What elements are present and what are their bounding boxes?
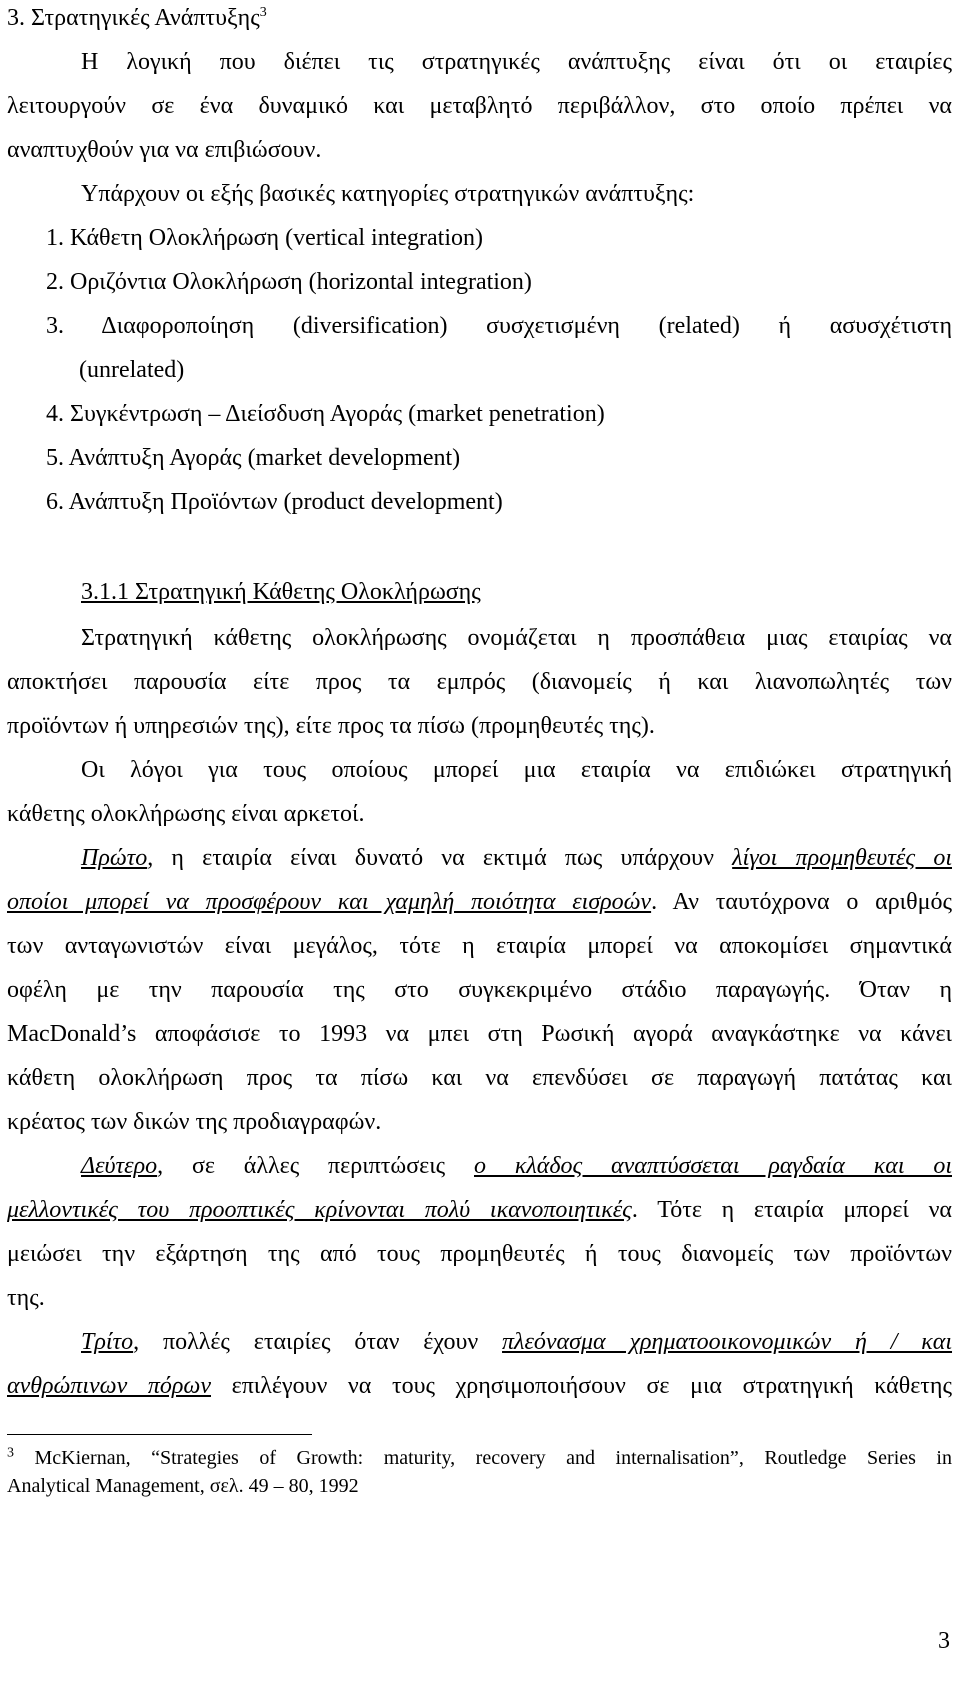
p5-line-2: [7, 1372, 952, 1400]
p3-line-6: κάθετη ολοκλήρωση προς τα πίσω και να επενδύσει σε παραγωγή πατάτας και: [7, 1065, 952, 1091]
p4-text-cont: . Τότε η εταιρία μπορεί να: [631, 1197, 953, 1223]
p4-emphasis-cont: μελλοντικές του προοπτικές κρίνονται πολύ ικανοποιητικές: [7, 1197, 632, 1223]
footnote-line-2: Analytical Management, σελ. 49 – 80, 1992: [7, 1475, 359, 1497]
p3-text: , η εταιρία είναι δυνατό να εκτιμά πως υπάρχουν: [147, 845, 733, 871]
p5-emphasis-first: Τρίτο: [81, 1329, 134, 1355]
p3-emphasis: λίγοι προμηθευτές οι: [732, 845, 952, 871]
section-title: [81, 578, 952, 606]
p4-emphasis: ο κλάδος αναπτύσσεται ραγδαία και οι: [474, 1153, 952, 1179]
p3-line-2: [7, 888, 952, 916]
p5-emphasis-cont: ανθρώπινων πόρων: [7, 1373, 211, 1399]
footnote-separator: [7, 1434, 312, 1435]
list-item-3-continuation: (unrelated): [79, 357, 185, 383]
p4-line-2: [7, 1196, 952, 1224]
p3-line-4: οφέλη με την παρουσία της στο συγκεκριμένο στάδιο παραγωγής. Όταν η: [7, 977, 952, 1003]
p5-text: , πολλές εταιρίες όταν έχουν: [133, 1329, 503, 1355]
intro-line-1: Η λογική που διέπει τις στρατηγικές ανάπτυξης είναι ότι οι εταιρίες: [81, 49, 952, 75]
p4-line-1: [81, 1152, 952, 1180]
p1-line-1: Στρατηγική κάθετης ολοκλήρωσης ονομάζεται η προσπάθεια μιας εταιρίας να: [81, 625, 952, 651]
p2-line-1: Οι λόγοι για τους οποίους μπορεί μια εταιρία να επιδιώκει στρατηγική: [81, 757, 952, 783]
p3-line-3: των ανταγωνιστών είναι μεγάλος, τότε η εταιρία μπορεί να αποκομίσει σημαντικά: [7, 933, 952, 959]
footnote-marker: 3: [7, 1445, 14, 1461]
p1-line-2: αποκτήσει παρουσία είτε προς τα εμπρός (διανομείς ή και λιανοπωλητές των: [7, 669, 952, 695]
list-intro: Υπάρχουν οι εξής βασικές κατηγορίες στρατηγικών ανάπτυξης:: [81, 181, 695, 207]
heading-footnote-ref[interactable]: 3: [259, 5, 267, 20]
list-item-4: 4. Συγκέντρωση – Διείσδυση Αγοράς (market penetration): [46, 401, 605, 427]
list-item-2: 2. Οριζόντια Ολοκλήρωση (horizontal integration): [46, 269, 532, 295]
page-heading: [7, 4, 952, 32]
p3-emphasis-cont: οποίοι μπορεί να προσφέρουν και χαμηλή ποιότητα εισροών: [7, 889, 652, 915]
p5-emphasis: πλεόνασμα χρηματοοικονομικών ή / και: [502, 1329, 953, 1355]
list-item-6: 6. Ανάπτυξη Προϊόντων (product development): [46, 489, 503, 515]
p3-line-5: MacDonald’s αποφάσισε το 1993 να μπει στη Ρωσική αγορά αναγκάστηκε να κάνει: [7, 1021, 952, 1047]
section-title-text: 3.1.1 Στρατηγική Κάθετης Ολοκλήρωσης: [81, 579, 481, 605]
p3-text-cont: . Αν ταυτόχρονα ο αριθμός: [651, 889, 952, 915]
intro-line-3: αναπτυχθούν για να επιβιώσουν.: [7, 137, 322, 163]
p3-emphasis-first: Πρώτο: [81, 845, 148, 871]
p3-line-7: κρέατος των δικών της προδιαγραφών.: [7, 1109, 382, 1135]
p5-text-cont: επιλέγουν να τους χρησιμοποιήσουν σε μια στρατηγική κάθετης: [211, 1373, 952, 1399]
list-item-3: 3. Διαφοροποίηση (diversification) συσχετισμένη (related) ή ασυσχέτιστη: [46, 313, 952, 339]
p4-text: , σε άλλες περιπτώσεις: [157, 1153, 474, 1179]
p3-line-1: [81, 844, 952, 872]
p1-line-3: προϊόντων ή υπηρεσιών της), είτε προς τα πίσω (προμηθευτές της).: [7, 713, 655, 739]
heading-title: 3. Στρατηγικές Ανάπτυξης: [7, 5, 260, 31]
p5-line-1: [81, 1328, 952, 1356]
intro-line-2: λειτουργούν σε ένα δυναμικό και μεταβλητό περιβάλλον, στο οποίο πρέπει να: [7, 93, 952, 119]
p4-line-4: της.: [7, 1285, 45, 1311]
p2-line-2: κάθετης ολοκλήρωσης είναι αρκετοί.: [7, 801, 365, 827]
list-item-1: 1. Κάθετη Ολοκλήρωση (vertical integration): [46, 225, 483, 251]
p4-emphasis-first: Δεύτερο: [81, 1153, 158, 1179]
page-number: 3: [938, 1628, 950, 1654]
p4-line-3: μειώσει την εξάρτηση της από τους προμηθευτές ή τους διανομείς των προϊόντων: [7, 1241, 952, 1267]
footnote-line-1: [7, 1446, 952, 1470]
footnote-text: McKiernan, “Strategies of Growth: maturity, recovery and internalisation”, Routledge Series in: [14, 1447, 952, 1469]
list-item-5: 5. Ανάπτυξη Αγοράς (market development): [46, 445, 461, 471]
